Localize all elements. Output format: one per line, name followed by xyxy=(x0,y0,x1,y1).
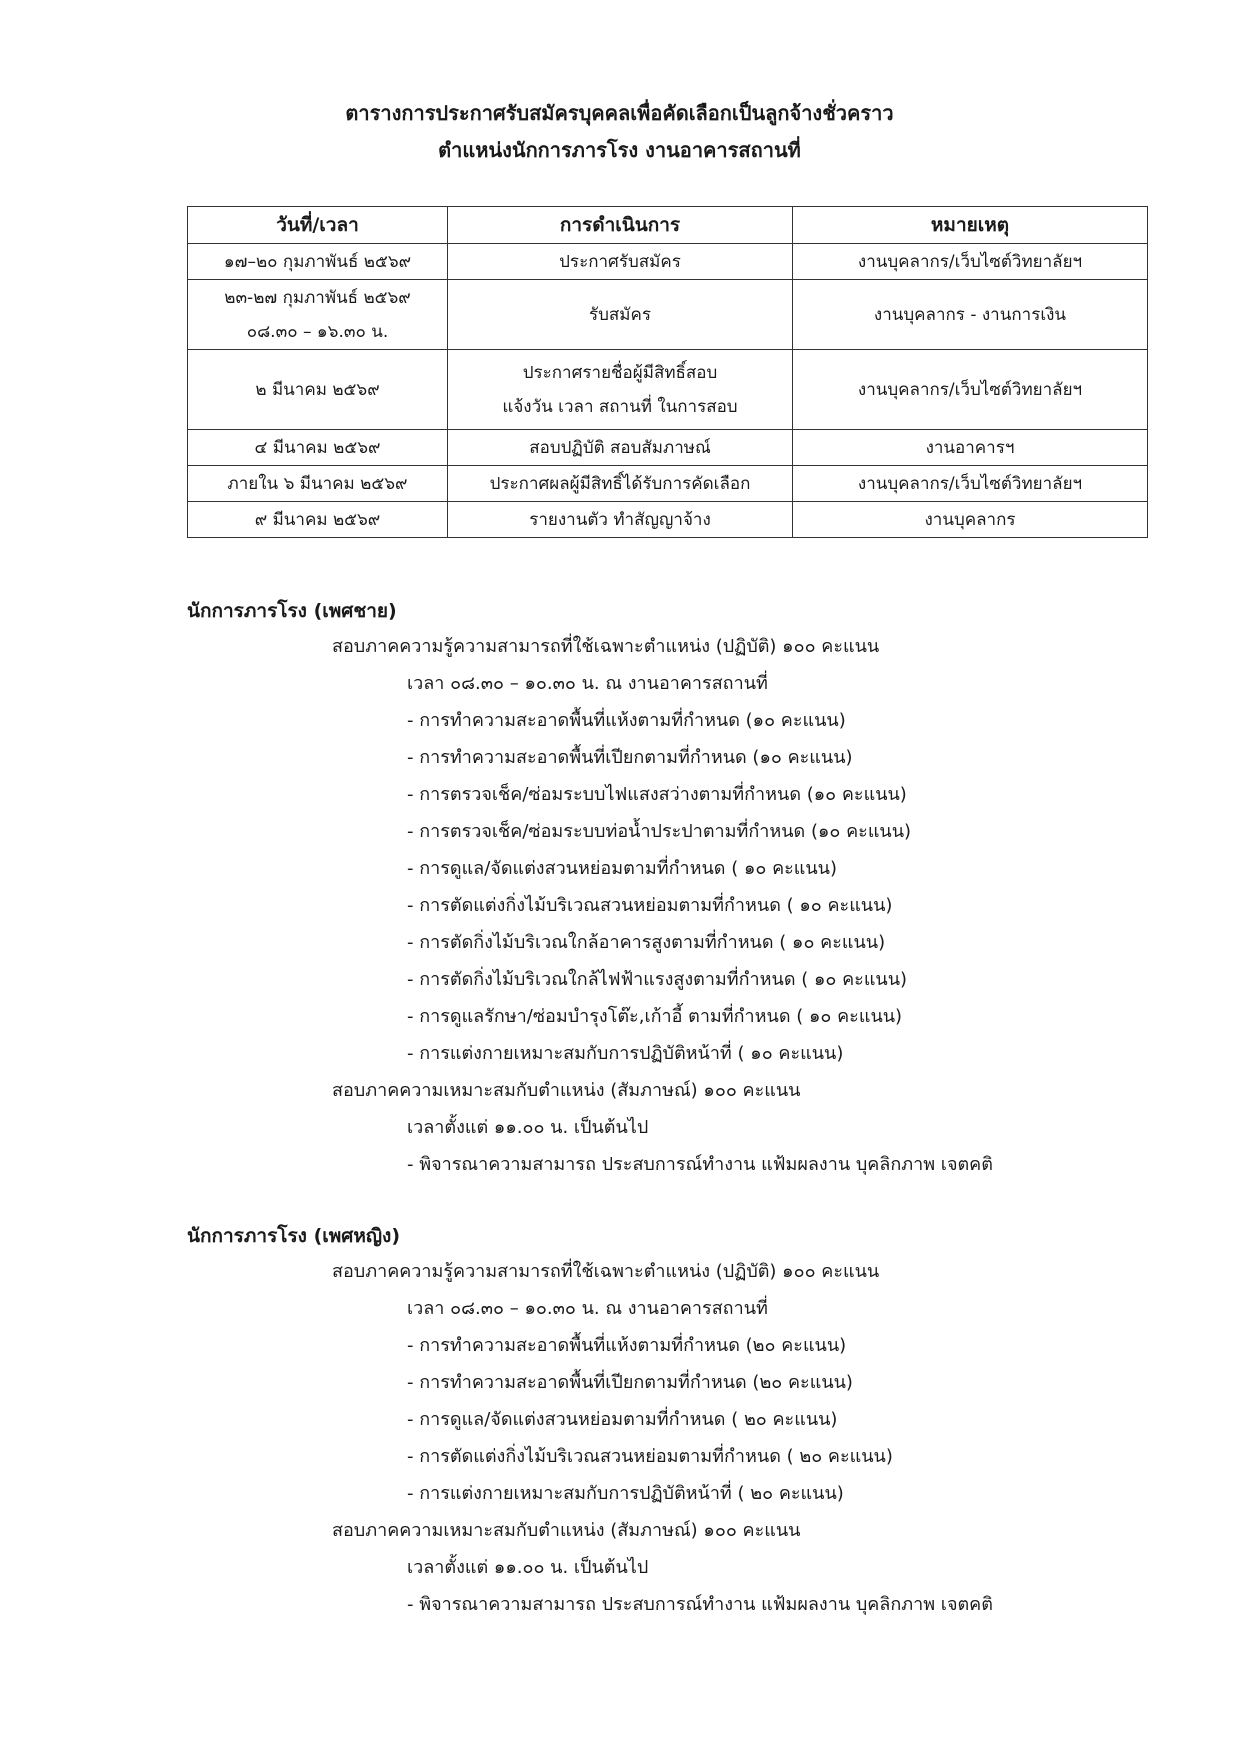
date-cell: ๙ มีนาคม ๒๕๖๙ xyxy=(188,502,448,538)
document-title: ตารางการประกาศรับสมัครบุคคลเพื่อคัดเลือกเป็นลูกจ้างชั่วคราว xyxy=(345,101,894,125)
table-row xyxy=(188,280,1148,350)
time-line: ๐๘.๓๐ – ๑๖.๓๐ น. xyxy=(246,321,389,342)
date-line: ๒๓-๒๗ กุมภาพันธ์ ๒๕๖๙ xyxy=(224,287,411,308)
table-header-row xyxy=(188,207,1148,244)
action-line: ประกาศรายชื่อผู้มีสิทธิ์สอบ xyxy=(522,362,718,383)
list-item: - การตัดแต่งกิ่งไม้บริเวณสวนหย่อมตามที่กำหนด ( ๒๐ คะแนน) xyxy=(407,1446,893,1467)
table-row xyxy=(188,466,1148,502)
practical-exam-time: เวลา ๐๘.๓๐ – ๑๐.๓๐ น. ณ งานอาคารสถานที่ xyxy=(407,673,768,694)
action-cell: รับสมัคร xyxy=(448,280,793,350)
list-item: - การตัดกิ่งไม้บริเวณใกล้อาคารสูงตามที่กำหนด ( ๑๐ คะแนน) xyxy=(407,932,886,953)
schedule-table xyxy=(187,206,1148,538)
note-cell: งานบุคลากร xyxy=(793,502,1148,538)
section-heading-female: นักการภารโรง (เพศหญิง) xyxy=(187,1225,401,1247)
action-line: แจ้งวัน เวลา สถานที่ ในการสอบ xyxy=(502,396,738,417)
list-item: - การตรวจเช็ค/ซ่อมระบบท่อน้ำประปาตามที่กำหนด (๑๐ คะแนน) xyxy=(407,821,912,842)
list-item: - การแต่งกายเหมาะสมกับการปฏิบัติหน้าที่ ( ๒๐ คะแนน) xyxy=(407,1483,844,1504)
note-cell: งานอาคารฯ xyxy=(793,430,1148,466)
list-item: - การทำความสะอาดพื้นที่เปียกตามที่กำหนด (๑๐ คะแนน) xyxy=(407,747,853,768)
note-cell: งานบุคลากร/เว็บไซต์วิทยาลัยฯ xyxy=(793,466,1148,502)
date-cell: ๔ มีนาคม ๒๕๖๙ xyxy=(188,430,448,466)
column-header-date: วันที่/เวลา xyxy=(188,207,448,244)
date-cell: ๒ มีนาคม ๒๕๖๙ xyxy=(188,350,448,430)
list-item: - การดูแล/จัดแต่งสวนหย่อมตามที่กำหนด ( ๒๐ คะแนน) xyxy=(407,1409,838,1430)
list-item: - การตัดแต่งกิ่งไม้บริเวณสวนหย่อมตามที่กำหนด ( ๑๐ คะแนน) xyxy=(407,895,893,916)
table-row xyxy=(188,244,1148,280)
action-cell: รายงานตัว ทำสัญญาจ้าง xyxy=(448,502,793,538)
action-cell: ประกาศรับสมัคร xyxy=(448,244,793,280)
interview-criteria: - พิจารณาความสามารถ ประสบการณ์ทำงาน แฟ้มผลงาน บุคลิกภาพ เจตคติ xyxy=(407,1594,993,1615)
interview-criteria: - พิจารณาความสามารถ ประสบการณ์ทำงาน แฟ้มผลงาน บุคลิกภาพ เจตคติ xyxy=(407,1154,993,1175)
interview-exam-title: สอบภาคความเหมาะสมกับตำแหน่ง (สัมภาษณ์) ๑๐๐ คะแนน xyxy=(332,1080,801,1101)
list-item: - การแต่งกายเหมาะสมกับการปฏิบัติหน้าที่ ( ๑๐ คะแนน) xyxy=(407,1043,844,1064)
note-cell: งานบุคลากร/เว็บไซต์วิทยาลัยฯ xyxy=(793,244,1148,280)
practical-exam-title: สอบภาคความรู้ความสามารถที่ใช้เฉพาะตำแหน่ง (ปฏิบัติ) ๑๐๐ คะแนน xyxy=(332,636,880,657)
action-cell xyxy=(448,350,793,430)
date-cell xyxy=(188,280,448,350)
date-cell: ๑๗–๒๐ กุมภาพันธ์ ๒๕๖๙ xyxy=(188,244,448,280)
table-row xyxy=(188,430,1148,466)
list-item: - การทำความสะอาดพื้นที่เปียกตามที่กำหนด (๒๐ คะแนน) xyxy=(407,1372,853,1393)
table-row xyxy=(188,502,1148,538)
list-item: - การตัดกิ่งไม้บริเวณใกล้ไฟฟ้าแรงสูงตามที่กำหนด ( ๑๐ คะแนน) xyxy=(407,969,908,990)
table-row xyxy=(188,350,1148,430)
document-subtitle: ตำแหน่งนักการภารโรง งานอาคารสถานที่ xyxy=(438,138,801,162)
list-item: - การทำความสะอาดพื้นที่แห้งตามที่กำหนด (๑๐ คะแนน) xyxy=(407,710,846,731)
column-header-action: การดำเนินการ xyxy=(448,207,793,244)
interview-exam-time: เวลาตั้งแต่ ๑๑.๐๐ น. เป็นต้นไป xyxy=(407,1117,649,1138)
note-cell: งานบุคลากร - งานการเงิน xyxy=(793,280,1148,350)
list-item: - การทำความสะอาดพื้นที่แห้งตามที่กำหนด (๒๐ คะแนน) xyxy=(407,1335,847,1356)
list-item: - การตรวจเช็ค/ซ่อมระบบไฟแสงสว่างตามที่กำหนด (๑๐ คะแนน) xyxy=(407,784,907,805)
list-item: - การดูแลรักษา/ซ่อมบำรุงโต๊ะ,เก้าอี้ ตามที่กำหนด ( ๑๐ คะแนน) xyxy=(407,1006,903,1027)
practical-exam-time: เวลา ๐๘.๓๐ – ๑๐.๓๐ น. ณ งานอาคารสถานที่ xyxy=(407,1298,768,1319)
note-cell: งานบุคลากร/เว็บไซต์วิทยาลัยฯ xyxy=(793,350,1148,430)
action-cell: สอบปฏิบัติ สอบสัมภาษณ์ xyxy=(448,430,793,466)
list-item: - การดูแล/จัดแต่งสวนหย่อมตามที่กำหนด ( ๑๐ คะแนน) xyxy=(407,858,838,879)
practical-exam-title: สอบภาคความรู้ความสามารถที่ใช้เฉพาะตำแหน่ง (ปฏิบัติ) ๑๐๐ คะแนน xyxy=(332,1261,880,1282)
section-heading-male: นักการภารโรง (เพศชาย) xyxy=(187,600,397,622)
date-cell: ภายใน ๖ มีนาคม ๒๕๖๙ xyxy=(188,466,448,502)
column-header-note: หมายเหตุ xyxy=(793,207,1148,244)
action-cell: ประกาศผลผู้มีสิทธิ์ได้รับการคัดเลือก xyxy=(448,466,793,502)
interview-exam-time: เวลาตั้งแต่ ๑๑.๐๐ น. เป็นต้นไป xyxy=(407,1557,649,1578)
interview-exam-title: สอบภาคความเหมาะสมกับตำแหน่ง (สัมภาษณ์) ๑๐๐ คะแนน xyxy=(332,1520,801,1541)
